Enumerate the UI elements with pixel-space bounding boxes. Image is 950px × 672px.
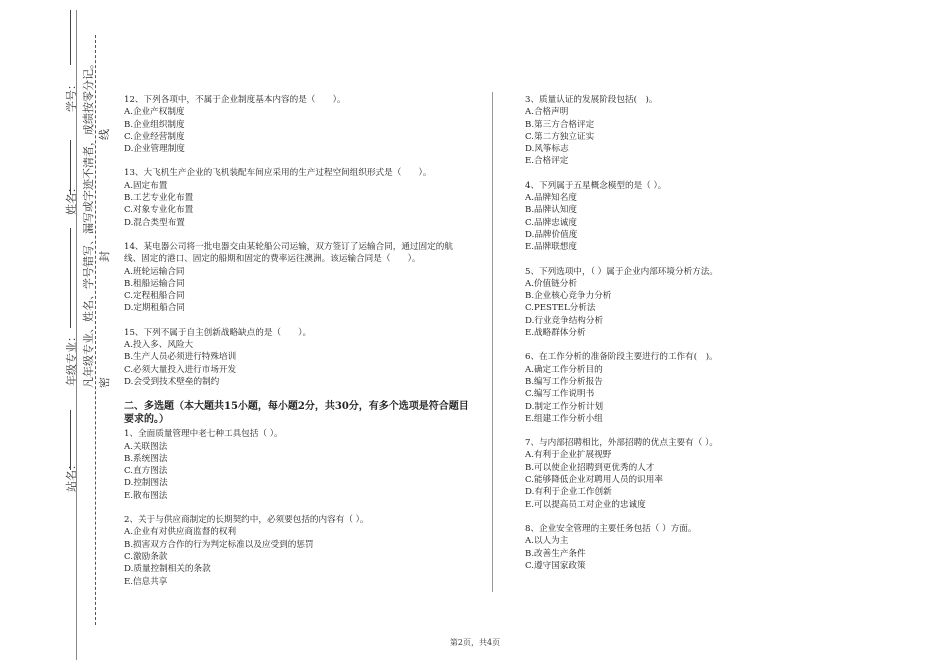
seal-char-xian: 线	[98, 129, 111, 140]
binding-notice: 凡年级专业、姓名、学号错写、漏写或字迹不清者，成绩按零分记。	[82, 58, 95, 388]
question-block	[525, 437, 855, 511]
answer-option: B.企业核心竞争力分析	[525, 291, 612, 302]
question-stem: 3、质量认证的发展阶段包括( )。	[525, 95, 658, 105]
answer-option: E.战略群体分析	[525, 328, 586, 339]
question-stem: 15、下列不属于自主创新战略缺点的是（ ）。	[124, 327, 312, 338]
answer-option: C.遵守国家政策	[525, 560, 586, 571]
cut-line	[95, 35, 96, 625]
question-block	[525, 180, 855, 254]
answer-option: E.合格评定	[525, 156, 569, 167]
question-block	[124, 514, 469, 588]
name-label: 姓名：	[65, 182, 78, 215]
question-stem: 4、下列属于五星概念模型的是（ ）。	[525, 180, 667, 191]
answer-option: A.有利于企业扩展视野	[525, 450, 612, 461]
question-block	[124, 94, 469, 155]
seal-char-feng: 封	[98, 251, 111, 262]
binding-margin	[0, 0, 110, 672]
question-block	[525, 351, 855, 425]
answer-option: D.会受到技术壁垒的制约	[124, 376, 220, 387]
grade-label: 年级专业：	[65, 331, 78, 386]
question-block	[124, 167, 469, 228]
answer-option: C.对象专业化布置	[124, 205, 194, 216]
answer-option: A.固定布置	[124, 180, 168, 191]
answer-option: B.品牌认知度	[525, 205, 578, 216]
seal-char-mi: 密	[98, 377, 111, 388]
answer-option: E.组建工作分析小组	[525, 413, 603, 424]
answer-option: D.企业管理制度	[124, 144, 185, 155]
answer-option: B.企业组织制度	[124, 119, 185, 130]
question-stem: 13、大飞机生产企业的飞机装配车间应采用的生产过程空间组织形式是（ ）。	[124, 168, 432, 179]
left-column	[124, 94, 469, 600]
answer-option: D.控制图法	[124, 478, 168, 489]
question-stem: 7、与内部招聘相比，外部招聘的优点主要有（ ）。	[525, 438, 718, 449]
column-divider	[492, 92, 493, 592]
answer-option: C.必须大量投入进行市场开发	[124, 364, 237, 375]
student-id-label: 学号：	[65, 79, 78, 112]
question-stem: 12、下列各项中，不属于企业制度基本内容的是（ ）。	[124, 95, 346, 105]
answer-option: B.第三方合格评定	[525, 119, 595, 130]
answer-option: A.合格声明	[525, 107, 569, 118]
answer-option: A.企业产权制度	[124, 107, 185, 118]
question-stem: 8、企业安全管理的主要任务包括（ ）方面。	[525, 523, 697, 534]
answer-option: E.散布图法	[124, 490, 168, 501]
answer-option: B.可以使企业招聘到更优秀的人才	[525, 462, 655, 473]
answer-option: B.生产人员必须进行特殊培训	[124, 352, 237, 363]
answer-option: C.直方图法	[124, 466, 168, 477]
answer-option: A.品牌知名度	[525, 193, 577, 204]
answer-option: C.第二方独立证实	[525, 131, 595, 142]
question-stem: 1、全面质量管理中老七种工具包括（ ）。	[124, 429, 283, 440]
answer-option: C.定程租船合同	[124, 291, 185, 302]
question-stem: 2、关于与供应商制定的长期契约中，必须要包括的内容有（ ）。	[124, 515, 369, 526]
answer-option: D.风筝标志	[525, 144, 569, 155]
answer-option: A.关联图法	[124, 441, 168, 452]
grade-underline	[70, 228, 71, 328]
question-block	[525, 266, 855, 340]
answer-option: C.品牌忠诚度	[525, 217, 577, 228]
answer-option: E.信息共享	[124, 576, 168, 587]
question-block	[525, 523, 855, 572]
exam-site-underline	[70, 410, 71, 470]
answer-option: D.定期租船合同	[124, 303, 185, 314]
section-title-multiple-choice: 二、多选题（本大题共15小题，每小题2分，共30分，有多个选项是符合题目要求的。）	[124, 401, 469, 426]
question-stem: 14、某电器公司将一批电器交由某轮船公司运输，双方签订了运输合同，通过固定的航线、固定的港口、固定的船期和固定的费率运往澳洲。该运输合同是（ ）。	[124, 241, 453, 265]
right-column	[525, 94, 855, 584]
question-stem: 6、在工作分析的准备阶段主要进行的工作有( )。	[525, 352, 718, 363]
answer-option: D.混合类型布置	[124, 217, 185, 228]
question-block	[124, 327, 469, 388]
answer-option: D.有利于企业工作创新	[525, 487, 612, 498]
answer-option: C.编写工作说明书	[525, 389, 595, 400]
answer-option: D.制定工作分析计划	[525, 401, 604, 412]
answer-option: A.价值链分析	[525, 278, 577, 289]
answer-option: A.投入多、风险大	[124, 340, 194, 351]
answer-option: E.品牌联想度	[525, 242, 577, 253]
answer-option: B.改善生产条件	[525, 548, 586, 559]
answer-option: A.确定工作分析目的	[525, 364, 603, 375]
answer-option: B.租船运输合同	[124, 278, 185, 289]
answer-option: E.可以提高员工对企业的忠诚度	[525, 499, 646, 510]
answer-option: C.企业经营制度	[124, 131, 185, 142]
name-underline	[70, 140, 71, 195]
question-block	[124, 241, 469, 315]
answer-option: D.质量控制相关的条款	[124, 564, 211, 575]
answer-option: B.损害双方合作的行为判定标准以及应受到的惩罚	[124, 539, 314, 550]
binding-line	[76, 10, 77, 660]
answer-option: C.能够降低企业对聘用人员的识用率	[525, 475, 663, 486]
question-block	[124, 428, 469, 502]
answer-option: A.以人为主	[525, 536, 569, 547]
exam-site-label: 站名：	[65, 459, 78, 492]
answer-option: B.编写工作分析报告	[525, 376, 603, 387]
answer-option: B.系统图法	[124, 453, 168, 464]
answer-option: D.品牌价值度	[525, 229, 578, 240]
answer-option: A.班轮运输合同	[124, 266, 185, 277]
page-footer: 第2页，共4页	[449, 638, 501, 647]
student-id-underline	[70, 10, 71, 65]
question-stem: 5、下列选项中，（ ）属于企业内部环境分析方法。	[525, 266, 718, 277]
answer-option: B.工艺专业化布置	[124, 193, 194, 204]
answer-option: C.激励条款	[124, 551, 168, 562]
answer-option: D.行业竞争结构分析	[525, 315, 604, 326]
answer-option: C.PESTEL分析法	[525, 303, 596, 314]
answer-option: A.企业有对供应商监督的权利	[124, 527, 237, 538]
question-block	[525, 94, 855, 168]
